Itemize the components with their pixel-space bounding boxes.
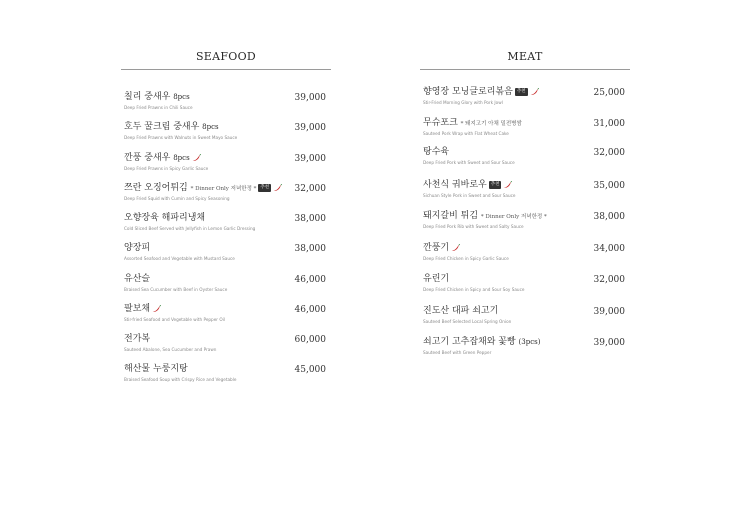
item-desc: Deep Fried Prawns in Spicy Garlic Sauce [124, 166, 209, 171]
menu-item [124, 122, 329, 146]
item-price: 39,000 [593, 338, 625, 348]
item-price: 32,000 [294, 184, 326, 194]
item-pcs: (3pcs) [518, 338, 541, 346]
item-desc: Sauteed Beef Selected Local Spring Onion [423, 319, 512, 324]
menu-item [423, 243, 628, 267]
item-desc: Assorted Seafood and Vegetable with Mustard Sauce [124, 256, 235, 261]
menu-item [423, 211, 628, 235]
chili-icon [451, 244, 460, 252]
item-name: 진도산 대파 쇠고기 [423, 306, 499, 316]
item-note: * 돼지고기 아채 밀전병쌈 [460, 121, 522, 127]
item-name: 오향장육 해파리냉채 [124, 213, 206, 223]
item-price: 60,000 [294, 335, 326, 345]
item-price: 39,000 [294, 154, 326, 164]
item-desc: Stir-fried Seafood and Vegetable with Pepper Oil [124, 317, 225, 322]
item-name: 깐풍 중새우 [124, 153, 171, 163]
chili-icon [152, 305, 161, 313]
seafood-divider [121, 69, 331, 70]
item-name: 향영장 모닝글로리볶음 [423, 87, 513, 97]
item-name: 유산슬 [124, 274, 151, 284]
item-price: 46,000 [294, 275, 326, 285]
item-desc: Sichuan Style Pork in Sweet and Sour Sauce [423, 193, 516, 198]
item-price: 34,000 [593, 244, 625, 254]
recommend-badge: 추천 [490, 181, 500, 187]
item-desc: Braised Seafood Soup with Crispy Rice and Vegetable [124, 377, 237, 382]
item-price: 46,000 [294, 305, 326, 315]
menu-item [124, 364, 329, 388]
item-name: 깐풍기 [423, 243, 450, 253]
menu-item [423, 87, 628, 111]
chili-icon [192, 154, 201, 162]
meat-heading: MEAT [507, 50, 543, 63]
item-pcs: 8pcs [202, 123, 219, 131]
menu-item [124, 304, 329, 328]
item-price: 32,000 [593, 275, 625, 285]
item-note: * Dinner Only 저녁한정 * [480, 214, 547, 220]
menu-item [124, 274, 329, 298]
menu-item [124, 334, 329, 358]
item-name: 호두 꿀크림 중새우 [124, 122, 200, 132]
item-name: 쯔란 오징어튀김 [124, 183, 188, 193]
item-note: * Dinner Only 저녁한정 * [190, 186, 257, 192]
item-desc: Deep Fried Pork with Sweet and Sour Sauce [423, 160, 515, 165]
item-desc: Deep Fried Pork Rib with Sweet and Salty Sauce [423, 224, 524, 229]
chili-icon [503, 181, 512, 189]
item-price: 38,000 [294, 214, 326, 224]
item-name: 사천식 궈바로우 [423, 180, 487, 190]
item-desc: Deep Fried Chicken in Spicy and Sour Soy Sauce [423, 287, 525, 292]
item-price: 39,000 [294, 93, 326, 103]
menu-item [423, 118, 628, 142]
seafood-heading: SEAFOOD [195, 50, 257, 63]
item-price: 39,000 [294, 123, 326, 133]
item-desc: Braised Sea Cucumber with Beef in Oyster Sauce [124, 287, 228, 292]
item-name: 해산물 누룽지탕 [124, 364, 188, 374]
item-desc: Cold Sliced Beef Served with Jellyfish in Lemon Garlic Dressing [124, 226, 256, 231]
item-price: 38,000 [593, 212, 625, 222]
item-name: 칠리 중새우 [124, 92, 171, 102]
item-desc: Sauteed Beef with Green Pepper [423, 350, 492, 355]
item-name: 돼지갈비 튀김 [423, 211, 479, 221]
recommend-badge: 추천 [516, 88, 526, 94]
item-price: 45,000 [294, 365, 326, 375]
chili-icon [273, 184, 282, 192]
item-name: 무슈포크 [423, 118, 458, 128]
menu-item [423, 147, 628, 171]
item-pcs: 8pcs [173, 154, 190, 162]
recommend-badge: 추천 [260, 184, 270, 190]
menu-item [423, 306, 628, 330]
item-name: 양장피 [124, 243, 151, 253]
chili-icon [530, 88, 539, 96]
item-name: 탕수육 [423, 147, 450, 157]
meat-divider [420, 69, 630, 70]
item-desc: Deep Fried Prawns in Chili Sauce [124, 105, 193, 110]
item-price: 39,000 [593, 307, 625, 317]
menu-item [124, 243, 329, 267]
item-desc: Stir-Fried Morning Glory with Pork Jowl [423, 100, 503, 105]
item-desc: Deep Fried Squid with Cumin and Spicy Seasoning [124, 196, 230, 201]
item-desc: Deep Fried Chicken in Spicy Garlic Sauce [423, 256, 509, 261]
item-price: 35,000 [593, 181, 625, 191]
menu-item [423, 274, 628, 298]
menu-item [423, 337, 628, 361]
menu-item [423, 180, 628, 204]
item-price: 32,000 [593, 148, 625, 158]
item-name: 팔보채 [124, 304, 151, 314]
item-price: 31,000 [593, 119, 625, 129]
item-name: 전가복 [124, 334, 151, 344]
item-name: 유린기 [423, 274, 450, 284]
item-desc: Deep Fried Prawns with Walnuts in Sweet Mayo Sauce [124, 135, 238, 140]
item-price: 38,000 [294, 244, 326, 254]
item-pcs: 8pcs [173, 93, 190, 101]
item-price: 25,000 [593, 88, 625, 98]
menu-item [124, 213, 329, 237]
item-name: 쇠고기 고추잡채와 꽃빵 [423, 337, 516, 347]
menu-item [124, 92, 329, 116]
item-desc: Sauteed Abalone, Sea Cucumber and Prawn [124, 347, 217, 352]
item-desc: Sauteed Pork Wrap with Flat Wheat Cake [423, 131, 509, 136]
menu-item [124, 153, 329, 177]
menu-item [124, 183, 329, 207]
